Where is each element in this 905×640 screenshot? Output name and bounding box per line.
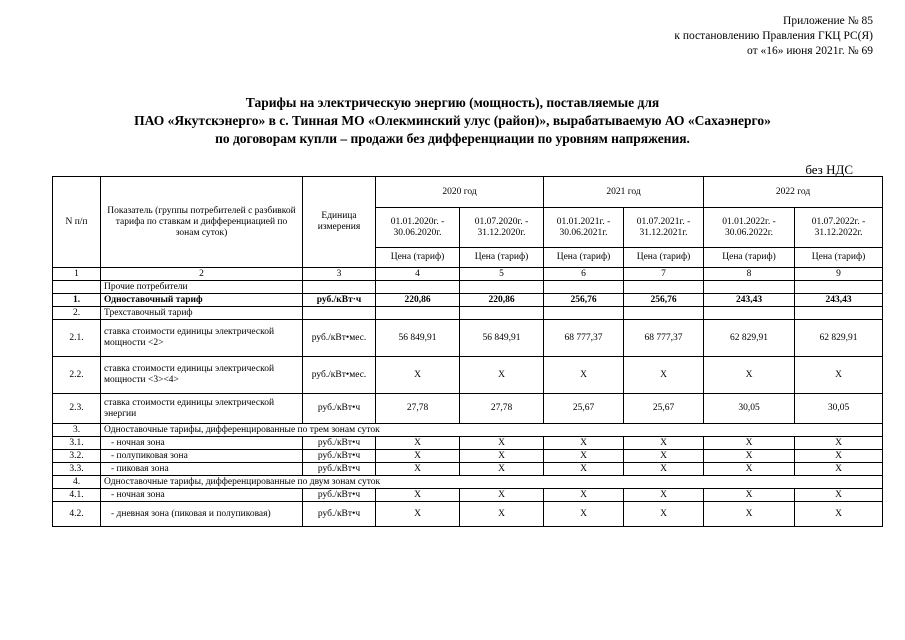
table-row-capacity-rate [53, 320, 883, 357]
period-header: 01.01.2021г. - 30.06.2021г. [544, 208, 624, 248]
tariff-value: Х [624, 437, 704, 450]
period-header: 01.01.2020г. - 30.06.2020г. [376, 208, 460, 248]
row-unit: руб./кВт•мес. [303, 357, 376, 394]
price-header: Цена (тариф) [460, 248, 544, 268]
tariff-value: 56 849,91 [460, 320, 544, 357]
other-consumers-label: Прочие потребители [101, 281, 303, 294]
tariff-value: Х [460, 450, 544, 463]
col-header-num: N п/п [53, 177, 101, 268]
appendix-resolution: к постановлению Правления ГКЦ РС(Я) [674, 30, 873, 42]
tariff-value: Х [460, 463, 544, 476]
tariff-value: Х [376, 502, 460, 527]
table-row-semipeak-zone [53, 450, 883, 463]
period-header: 01.07.2022г. - 31.12.2022г. [795, 208, 883, 248]
table-row-capacity-rate-2 [53, 357, 883, 394]
header-row-years [53, 177, 883, 208]
price-header: Цена (тариф) [704, 248, 795, 268]
row-unit: руб./кВт•ч [303, 450, 376, 463]
row-number: 2. [53, 307, 101, 320]
row-label: - полупиковая зона [101, 450, 303, 463]
row-number: 4.1. [53, 489, 101, 502]
tariff-value: Х [795, 489, 883, 502]
column-number: 3 [303, 268, 376, 281]
row-number: 1. [53, 294, 101, 307]
tariff-value: 25,67 [544, 394, 624, 424]
tariff-value: Х [624, 357, 704, 394]
table-row-three-rate [53, 307, 883, 320]
tariff-value: Х [460, 489, 544, 502]
table-row-single-rate [53, 294, 883, 307]
period-header: 01.07.2021г. - 31.12.2021г. [624, 208, 704, 248]
row-unit: руб./кВт•ч [303, 502, 376, 527]
row-number: 2.2. [53, 357, 101, 394]
table-row-night-zone [53, 437, 883, 450]
column-number: 9 [795, 268, 883, 281]
row-label: - ночная зона [101, 489, 303, 502]
row-unit: руб./кВт•ч [303, 463, 376, 476]
row-label: ставка стоимости единицы электрической мощности <2> [101, 320, 303, 357]
tariff-table [52, 176, 883, 527]
appendix-date: от «16» июня 2021г. № 69 [747, 45, 873, 57]
tariff-value: Х [795, 502, 883, 527]
row-number: 4.2. [53, 502, 101, 527]
tariff-value: Х [795, 357, 883, 394]
tariff-value: 25,67 [624, 394, 704, 424]
tariff-value: 256,76 [624, 294, 704, 307]
document-title [0, 94, 905, 148]
period-header: 01.01.2022г. - 30.06.2022г. [704, 208, 795, 248]
price-header: Цена (тариф) [795, 248, 883, 268]
tariff-value: Х [704, 502, 795, 527]
col-header-indicator: Показатель (группы потребителей с разбивкой тарифа по ставкам и дифференциацией по зонам суток) [101, 177, 303, 268]
tariff-value: Х [795, 463, 883, 476]
tariff-value: Х [624, 463, 704, 476]
column-number: 7 [624, 268, 704, 281]
title-line-3: по договорам купли – продажи без дифференциации по уровням напряжения. [215, 131, 690, 146]
column-number: 5 [460, 268, 544, 281]
tariff-value: 256,76 [544, 294, 624, 307]
tariff-value: 62 829,91 [704, 320, 795, 357]
price-header: Цена (тариф) [544, 248, 624, 268]
row-label: ставка стоимости единицы электрической мощности <3><4> [101, 357, 303, 394]
row-label: Трехставочный тариф [101, 307, 303, 320]
column-number: 4 [376, 268, 460, 281]
column-number: 8 [704, 268, 795, 281]
tariff-value: Х [544, 450, 624, 463]
other-consumers-row [53, 281, 883, 294]
tariff-value: 220,86 [460, 294, 544, 307]
tariff-value: Х [544, 357, 624, 394]
tariff-value: Х [376, 357, 460, 394]
tariff-value: Х [795, 450, 883, 463]
tariff-value: Х [376, 437, 460, 450]
price-header: Цена (тариф) [624, 248, 704, 268]
tariff-value: 30,05 [704, 394, 795, 424]
appendix-header [674, 14, 873, 59]
tariff-value: Х [460, 357, 544, 394]
row-number: 3.2. [53, 450, 101, 463]
table-row-three-zone [53, 424, 883, 437]
tariff-value: Х [624, 502, 704, 527]
row-unit: руб./кВт·ч [303, 294, 376, 307]
tariff-value: Х [704, 463, 795, 476]
row-label: - дневная зона (пиковая и полупиковая) [101, 502, 303, 527]
row-number: 3.1. [53, 437, 101, 450]
year-header-2020: 2020 год [376, 177, 544, 208]
row-unit: руб./кВт•ч [303, 394, 376, 424]
row-label: Одноставочные тарифы, дифференцированные по двум зонам суток [101, 476, 883, 489]
tariff-value: 62 829,91 [795, 320, 883, 357]
table-row-peak-zone [53, 463, 883, 476]
tariff-value: 56 849,91 [376, 320, 460, 357]
tariff-value: Х [544, 502, 624, 527]
row-unit: руб./кВт•мес. [303, 320, 376, 357]
column-number-row [53, 268, 883, 281]
row-label: ставка стоимости единицы электрической энергии [101, 394, 303, 424]
tariff-value: Х [704, 489, 795, 502]
tariff-value: Х [704, 450, 795, 463]
appendix-number: Приложение № 85 [783, 15, 873, 27]
tariff-value: Х [544, 437, 624, 450]
row-number: 3.3. [53, 463, 101, 476]
tariff-value: Х [544, 489, 624, 502]
row-number: 2.3. [53, 394, 101, 424]
period-header: 01.07.2020г. - 31.12.2020г. [460, 208, 544, 248]
column-number: 6 [544, 268, 624, 281]
title-line-2: ПАО «Якутскэнерго» в с. Тинная МО «Олекминский улус (район)», вырабатываемую АО «Сахаэнерго» [134, 113, 771, 128]
row-number: 4. [53, 476, 101, 489]
tariff-value: Х [376, 463, 460, 476]
row-label: - ночная зона [101, 437, 303, 450]
tariff-value: 27,78 [460, 394, 544, 424]
row-label: Одноставочные тарифы, дифференцированные по трем зонам суток [101, 424, 883, 437]
row-number: 3. [53, 424, 101, 437]
table-row-day-zone [53, 502, 883, 527]
tariff-value: Х [624, 450, 704, 463]
price-header: Цена (тариф) [376, 248, 460, 268]
tariff-value: 68 777,37 [624, 320, 704, 357]
table-row-two-zone [53, 476, 883, 489]
tariff-value: 68 777,37 [544, 320, 624, 357]
table-row-night-zone-2 [53, 489, 883, 502]
column-number: 1 [53, 268, 101, 281]
row-unit: руб./кВт•ч [303, 489, 376, 502]
year-header-2022: 2022 год [704, 177, 883, 208]
tariff-value: Х [460, 502, 544, 527]
tariff-value: Х [376, 489, 460, 502]
table-row-energy-rate [53, 394, 883, 424]
tariff-value: 243,43 [704, 294, 795, 307]
tariff-value: Х [704, 357, 795, 394]
tariff-value: 220,86 [376, 294, 460, 307]
tariff-value: Х [544, 463, 624, 476]
row-number: 2.1. [53, 320, 101, 357]
no-vat-note: без НДС [805, 162, 853, 177]
column-number: 2 [101, 268, 303, 281]
tariff-value: Х [704, 437, 795, 450]
tariff-value: 27,78 [376, 394, 460, 424]
tariff-value: Х [460, 437, 544, 450]
tariff-value: Х [376, 450, 460, 463]
title-line-1: Тарифы на электрическую энергию (мощность), поставляемые для [245, 95, 660, 110]
tariff-value: 30,05 [795, 394, 883, 424]
tariff-value: 243,43 [795, 294, 883, 307]
row-label: Одноставочный тариф [101, 294, 303, 307]
tariff-value: Х [795, 437, 883, 450]
tariff-value: Х [624, 489, 704, 502]
row-unit: руб./кВт•ч [303, 437, 376, 450]
col-header-unit: Единица измерения [303, 177, 376, 268]
row-label: - пиковая зона [101, 463, 303, 476]
year-header-2021: 2021 год [544, 177, 704, 208]
